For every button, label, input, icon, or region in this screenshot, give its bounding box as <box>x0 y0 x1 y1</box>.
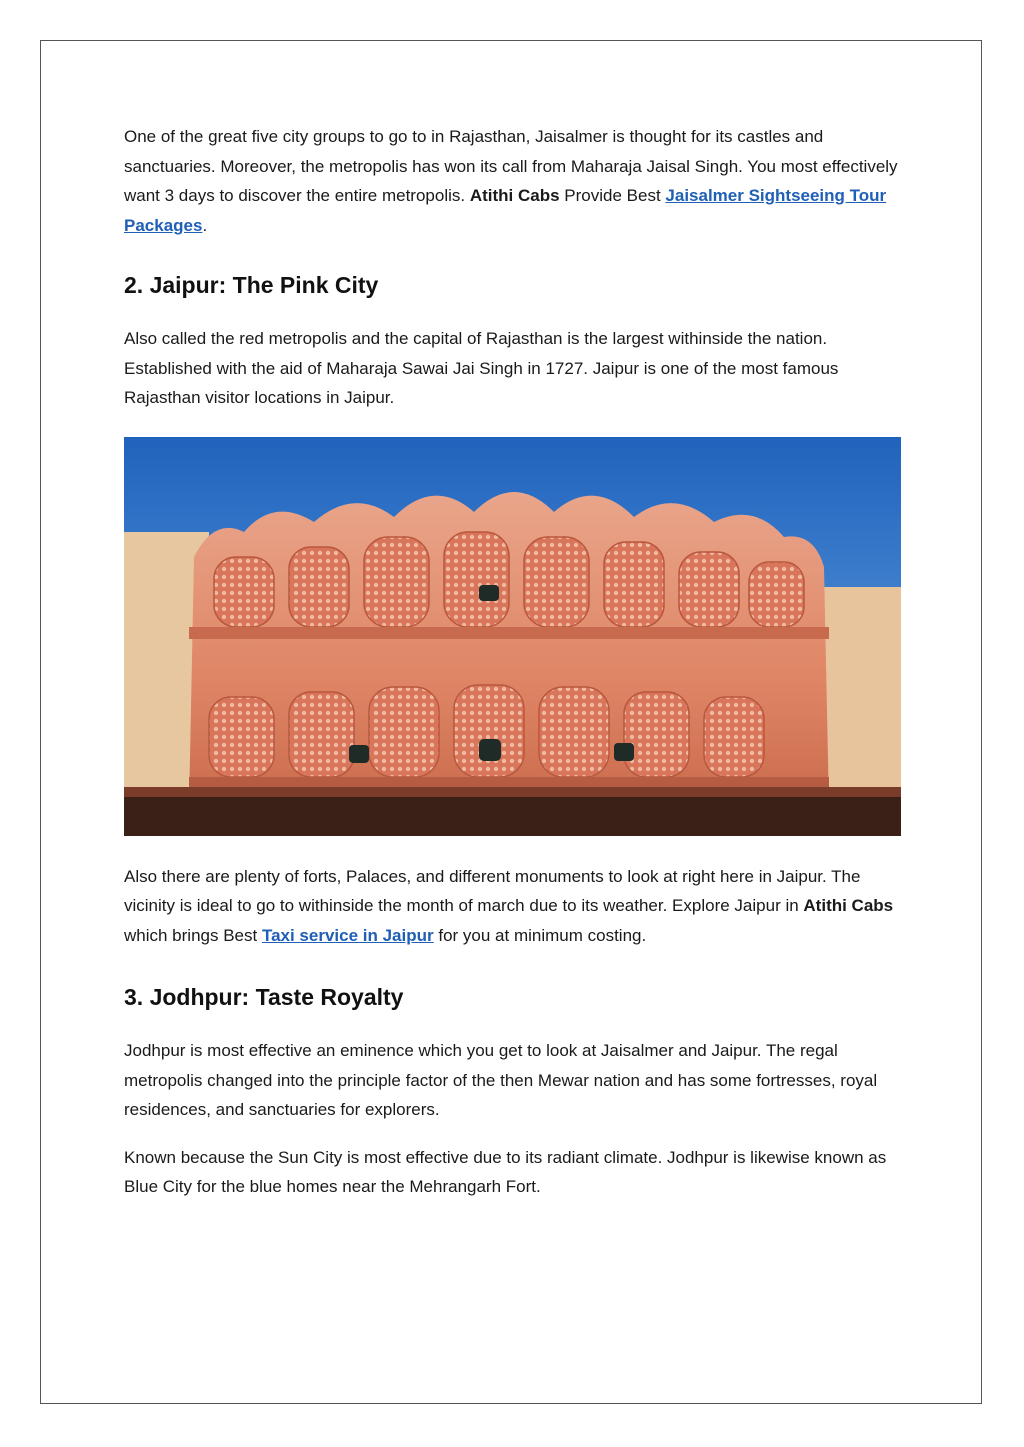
jaipur-paragraph-1: Also called the red metropolis and the capital of Rajasthan is the largest withinside the nation. Established with the aid of Maharaja Sawai Jai Singh in 1727. Jaipur is one of the most famous Rajasthan visitor locations in Jaipur. <box>124 329 839 407</box>
jaipur-text: Also there are plenty of forts, Palaces, and different monuments to look at right here in Jaipur. The vicinity is ideal to go to withinside the month of march due to its weather. Explore Jaipur in <box>124 866 861 915</box>
intro-text: One of the great five city groups to go to in Rajasthan, Jaisalmer is thought for its castles and sanctuaries. Moreover, the metropolis has won its call from Maharaja Jaisal Singh. You most effectively want 3 days to discover the entire metropolis. <box>124 127 898 205</box>
intro-paragraph <box>124 122 904 240</box>
jodhpur-paragraph-2: Known because the Sun City is most effective due to its radiant climate. Jodhpur is likewise known as Blue City for the blue homes near the Mehrangarh Fort. <box>124 1147 887 1196</box>
jaipur-taxi-link[interactable]: Taxi service in Jaipur <box>261 925 434 945</box>
jaisalmer-tour-link[interactable]: Jaisalmer Sightseeing Tour Packages <box>124 186 887 235</box>
hawa-mahal-photo <box>124 437 901 836</box>
intro-text-end: . <box>202 215 208 235</box>
document-body <box>124 122 904 1202</box>
jaipur-paragraph-2 <box>124 862 904 951</box>
jaipur-text-end: for you at minimum costing. <box>433 925 647 945</box>
jodhpur-heading: 3. Jodhpur: Taste Royalty <box>124 984 404 1010</box>
intro-brand: Atithi Cabs <box>469 186 560 205</box>
jaipur-text-middle: which brings Best <box>124 925 262 945</box>
intro-text-middle: Provide Best <box>559 186 666 205</box>
jaipur-heading: 2. Jaipur: The Pink City <box>124 272 379 298</box>
jaipur-brand: Atithi Cabs <box>803 896 894 915</box>
jodhpur-paragraph-1: Jodhpur is most effective an eminence which you get to look at Jaisalmer and Jaipur. The regal metropolis changed into the principle factor of the then Mewar nation and has some fortresses, royal residences, and sanctuaries for explorers. <box>124 1041 878 1119</box>
